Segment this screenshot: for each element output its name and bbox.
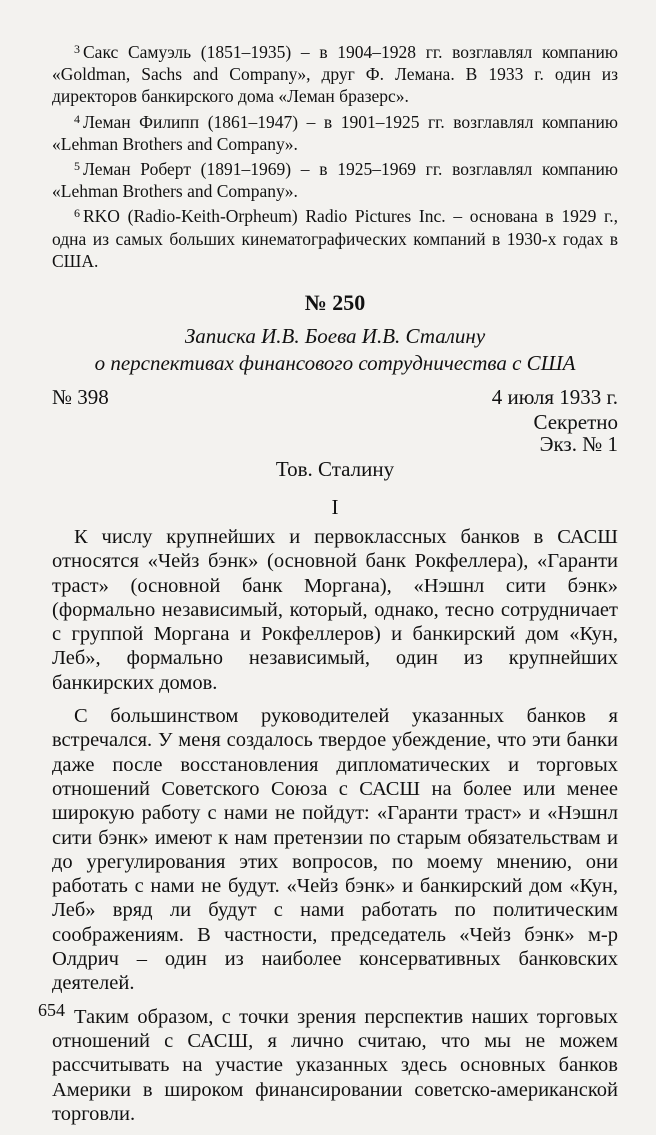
document-title (52, 323, 618, 377)
paragraph: К числу крупнейших и первоклассных банков в САСШ относятся «Чейз бэнк» (основной банк Рокфеллера), «Гаранти траст» (основной банк Моргана), «Нэшнл сити бэнк» (формально независимый, который, однако, тесно сотрудничает с группой Моргана и Рокфеллеров) и банкирский дом «Кун, Леб», формально независимый, один из крупнейших банкирских домов. (52, 526, 618, 694)
footnote (52, 108, 618, 155)
title-line: Записка И.В. Боева И.В. Сталину (184, 324, 486, 348)
section-number: I (331, 495, 339, 519)
footnote-text: Леман Роберт (1891–1969) – в 1925–1969 гг. возглавлял компанию «Lehman Brothers and Company». (52, 159, 618, 202)
document-date: 4 июля 1933 г. (491, 385, 618, 409)
footnote (52, 38, 618, 108)
copy-number: Экз. № 1 (539, 432, 618, 456)
page-number: 654 (38, 1000, 65, 1020)
footnote-text: Сакс Самуэль (1851–1935) – в 1904–1928 гг. возглавлял компанию «Goldman, Sachs and Company», друг Ф. Лемана. В 1933 г. один из директоров банкирского дома «Леман бразерс». (52, 42, 618, 107)
salutation: Тов. Сталину (275, 457, 395, 481)
footnotes-block (52, 38, 618, 272)
footnote-text: Леман Филипп (1861–1947) – в 1901–1925 гг. возглавлял компанию «Lehman Brothers and Company». (52, 111, 618, 154)
footnote-number: 6 (74, 206, 80, 221)
document-number: № 250 (304, 290, 366, 315)
registration-number: № 398 (52, 385, 109, 409)
title-line: о перспективах финансового сотрудничества с США (94, 351, 576, 375)
paragraph: Таким образом, с точки зрения перспектив наших торговых отношений с САСШ, я лично считаю, что мы не можем рассчитывать на участие указанных здесь основных банков Америки в широком финансировании советско-американской торговли. (52, 1005, 618, 1125)
footnote-text: RKO (Radio-Keith-Orpheum) Radio Pictures Inc. – основана в 1929 г., одна из самых больших кинематографических компаний в 1930-х годах в США. (52, 206, 618, 271)
footnote-number: 4 (74, 111, 80, 126)
footnote-number: 5 (74, 159, 80, 174)
footnote-number: 3 (74, 42, 80, 56)
paragraph: С большинством руководителей указанных банков я встречался. У меня создалось твердое убеждение, что эти банки даже после восстановления дипломатических и торговых отношений Советского Союза с САСШ на более или менее широкую работу с нами не пойдут: «Гаранти траст» и «Нэшнл сити бэнк» имеют к нам претензии по старым обязательствам и до урегулирования этих вопросов, по моему мнению, они работать с нами не будут. «Чейз бэнк» и банкирский дом «Кун, Леб» вряд ли будут с нами работать по политическим соображениям. В частности, председатель «Чейз бэнк» м-р Олдрич – один из наиболее консервативных банковских деятелей. (52, 705, 618, 995)
footnote (52, 155, 618, 202)
footnote (52, 202, 618, 272)
secrecy-mark: Секретно (533, 410, 618, 434)
